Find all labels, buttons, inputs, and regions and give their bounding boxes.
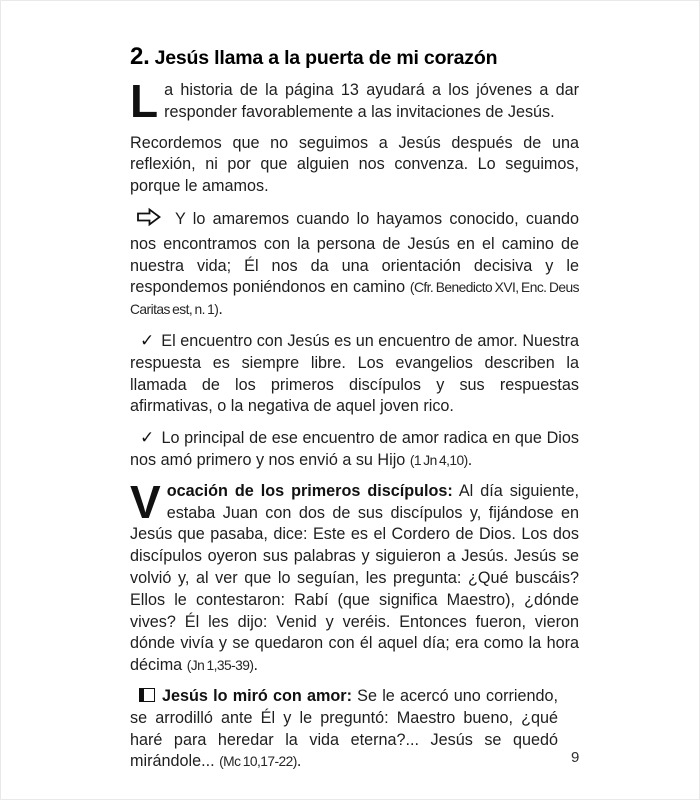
page-number: 9 — [571, 749, 580, 766]
open-book-icon — [139, 688, 155, 702]
paragraph-intro — [130, 75, 579, 127]
paragraph-lead: ocación de los primeros discípulos: — [166, 481, 453, 500]
paragraph-vocation — [130, 475, 579, 677]
checkmark-icon: ✓ — [140, 428, 155, 448]
citation: (Mc 10,17-22) — [219, 754, 297, 770]
paragraph-text: . — [467, 450, 473, 469]
paragraph-text: a historia de la página 13 ayudará a los jóvenes a dar responder favorablemente a las invitaciones de Jesús. — [164, 81, 579, 121]
paragraph-text: Al día siguiente, estaba Juan con dos de sus discípulos y, fijándose en Jesús que pasaba, dice: Este es el Cordero de Dios. Los dos discípulos oyeron sus palabras y siguieron a Jesús. Jesús se volvió y, al ver que lo seguían, les pregunta: ¿Qué buscáis? Ellos le contestaron: Rabí (que significa Maestro), ¿dónde vives? Él les dijo: Venid y veréis. Entonces fueron, vieron dónde vivía y se quedaron con él aquel día; era como la hora décima — [130, 481, 579, 675]
paragraph-text: . — [218, 300, 223, 319]
citation: (Cfr. Benedicto XVI, Enc. Deus Caritas est, n. 1) — [130, 280, 579, 318]
paragraph-check-2 — [130, 427, 579, 472]
paragraph-text: . — [253, 656, 258, 675]
paragraph-text: Y lo amaremos cuando lo hayamos conocido, cuando nos encontramos con la persona de Jesús en el camino de nuestra vida; Él nos da una orientación decisiva y le respondemos poniéndonos en camino — [130, 209, 579, 297]
paragraph-check-1 — [130, 330, 579, 418]
paragraph-arrow — [130, 207, 579, 321]
paragraph-text: Se le acercó uno corriendo, se arrodilló ante Él y le preguntó: Maestro bueno, ¿qué haré para heredar la vida eterna?... Jesús se quedó mirándole... — [130, 686, 558, 771]
text-column — [130, 44, 579, 782]
paragraph-text: Lo principal de ese encuentro de amor radica en que Dios nos amó primero y nos envió a su Hijo — [130, 429, 579, 469]
right-arrow-icon — [135, 207, 162, 234]
paragraph-lead: Jesús lo miró con amor: — [162, 686, 352, 705]
paragraph-text: El encuentro con Jesús es un encuentro de amor. Nuestra respuesta es siempre libre. Los evangelios describen la llamada de los primeros discípulos y sus respuestas afirmativas, o la negativa de aquel joven rico. — [130, 331, 580, 416]
section-title-text: Jesús llama a la puerta de mi corazón — [154, 47, 498, 69]
dropcap-letter: V — [130, 475, 161, 528]
paragraph-mirada — [130, 686, 558, 773]
section-number: 2. — [130, 43, 150, 70]
dropcap-letter: L — [130, 75, 159, 127]
citation: (1 Jn 4,10) — [409, 452, 468, 468]
citation: (Jn 1,35-39) — [186, 658, 254, 674]
page-title — [130, 44, 579, 71]
paragraph-recordemos: Recordemos que no seguimos a Jesús después de una reflexión, ni por que alguien nos convenza. Lo seguimos, porque le amamos. — [130, 133, 579, 196]
paragraph-text: . — [296, 752, 302, 771]
checkmark-icon: ✓ — [140, 330, 155, 350]
